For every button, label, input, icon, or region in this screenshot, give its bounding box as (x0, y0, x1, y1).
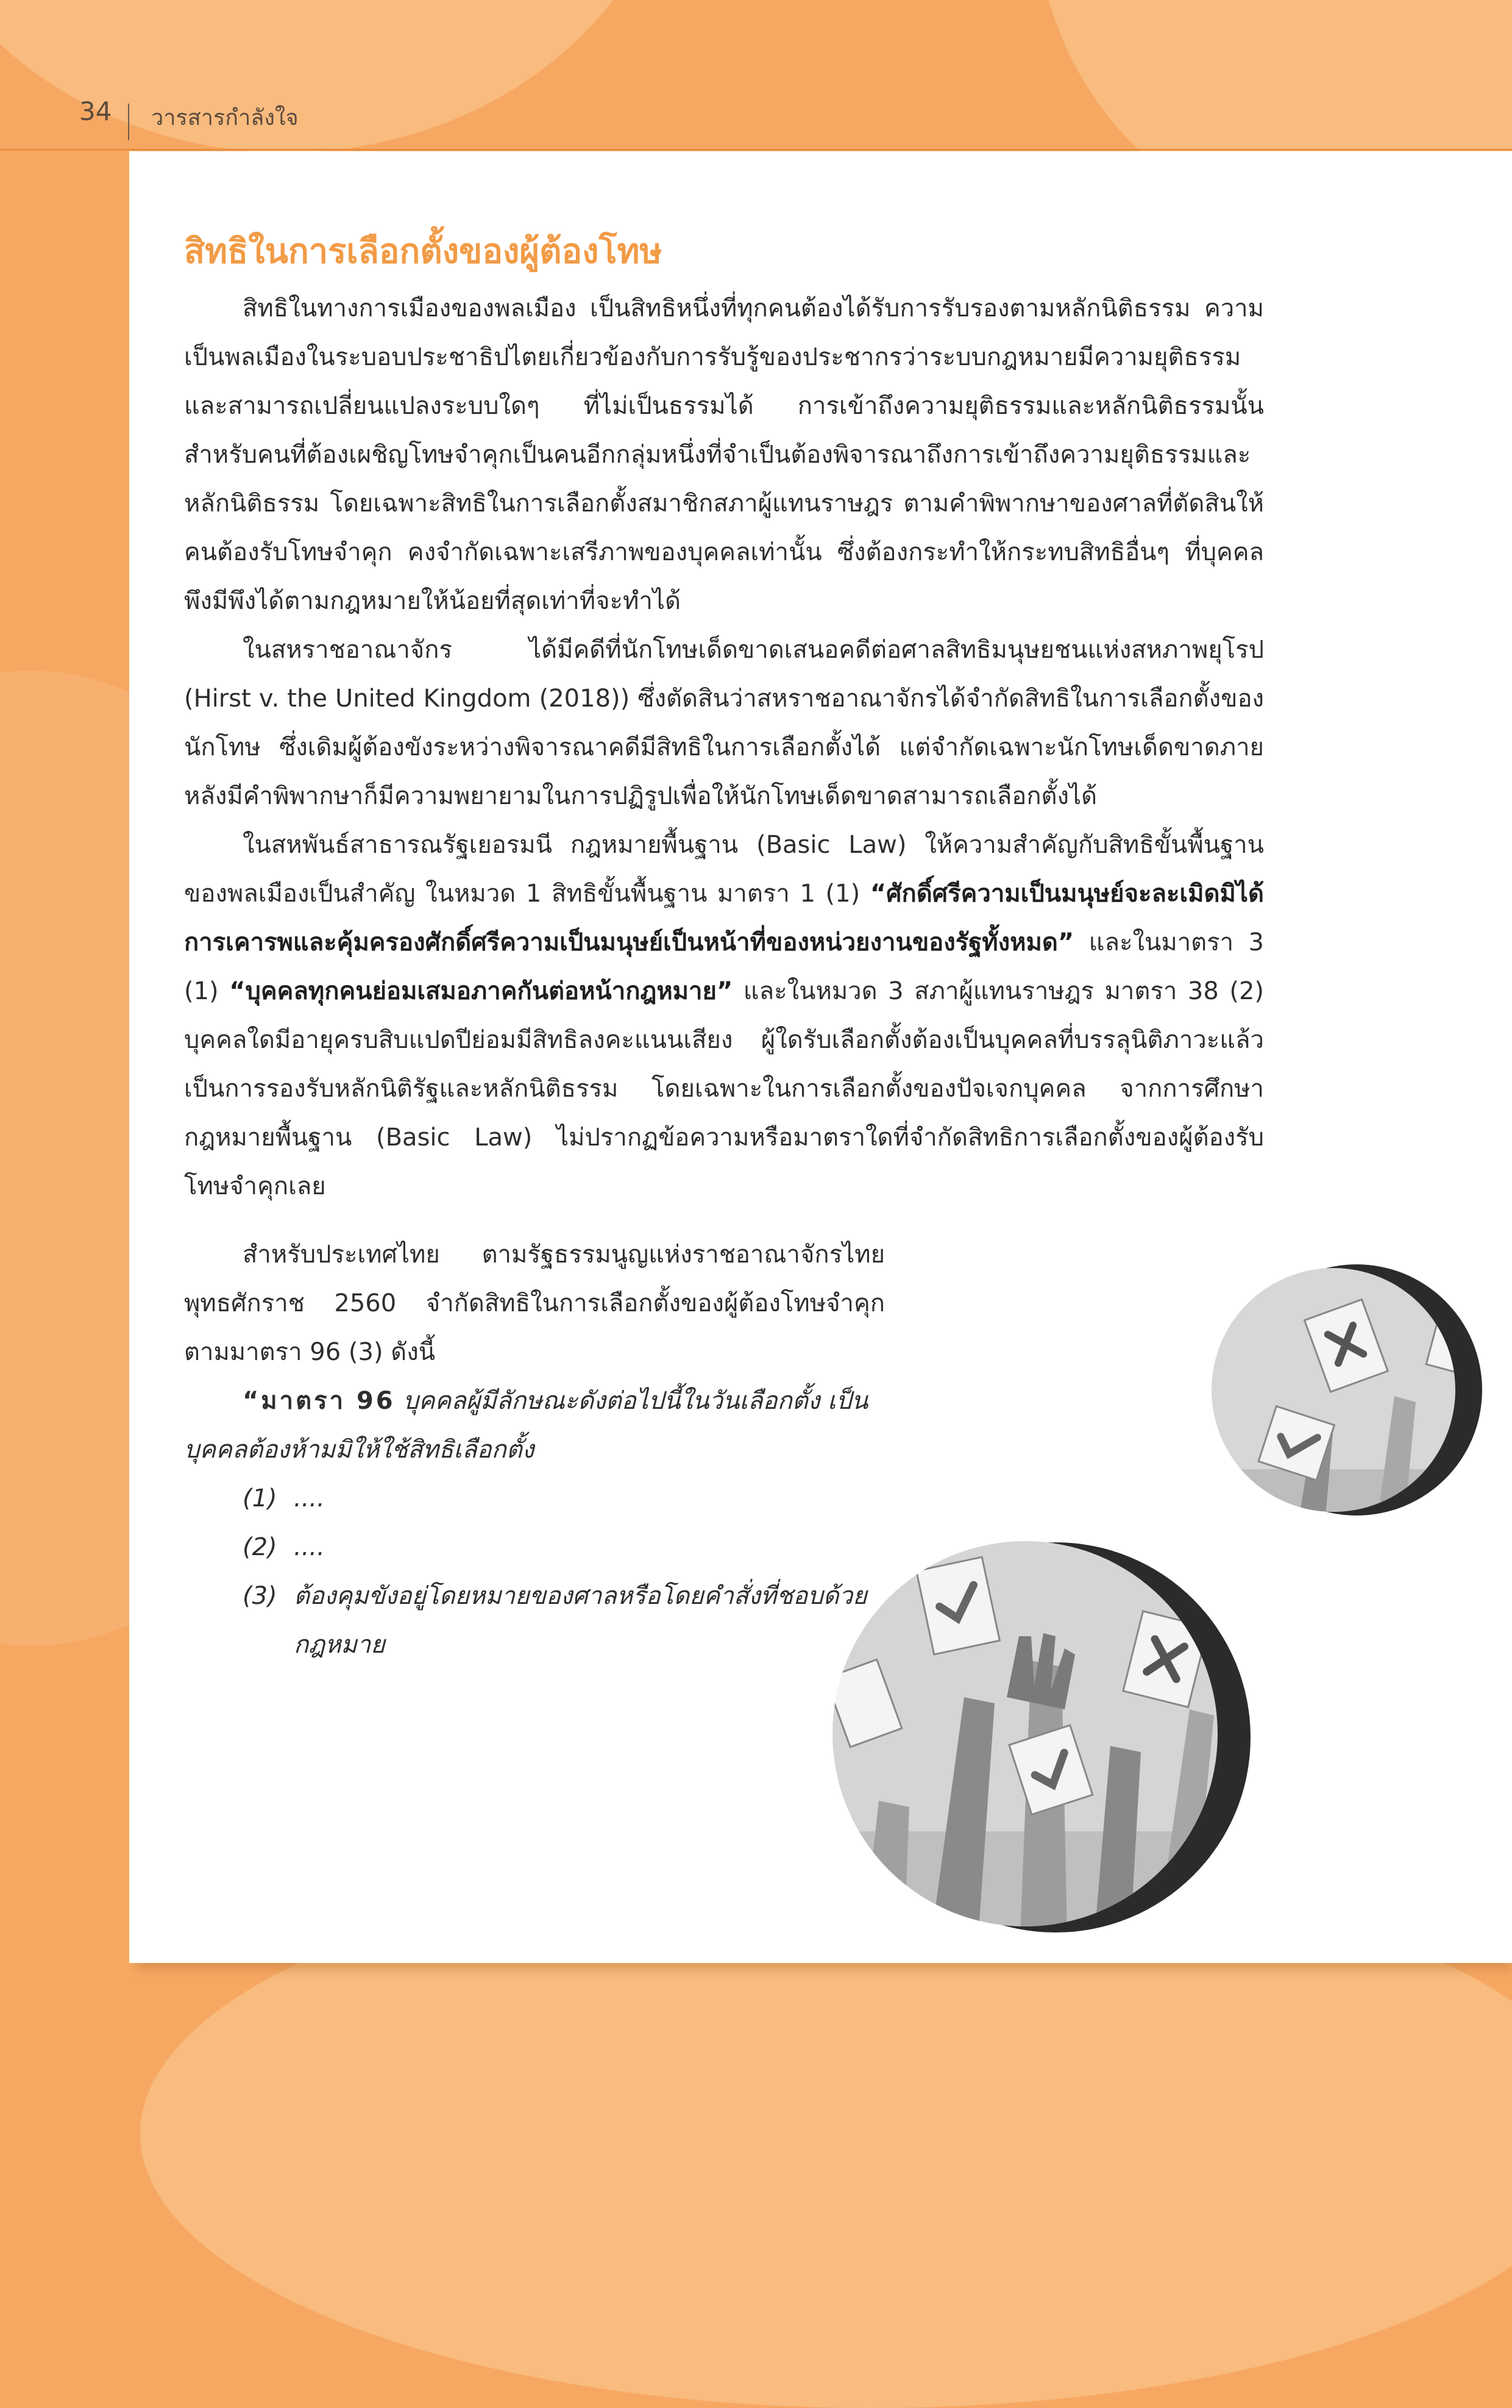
paragraph-2: ในสหราชอาณาจักร ได้มีคดีที่นักโทษเด็ดขาดเสนอคดีต่อศาลสิทธิมนุษยชนแห่งสหภาพยุโรป (Hirst v. the United Kingdom (2018)) ซึ่งตัดสินว่าสหราชอาณาจักรได้จำกัดสิทธิในการเลือกตั้งของนักโทษ ซึ่งเดิมผู้ต้องขังระหว่างพิจารณาคดีมีสิทธิในการเลือกตั้งได้ แต่จำกัดเฉพาะนักโทษเด็ดขาดภายหลังมีคำพิพากษาก็มีความพยายามในการปฏิรูปเพื่อให้นักโทษเด็ดขาดสามารถเลือกตั้งได้ (184, 636, 1264, 810)
quote-list-item (243, 1523, 885, 1572)
article-title: สิทธิในการเลือกตั้งของผู้ต้องโทษ (184, 232, 662, 271)
section-96-label: “มาตรา 96 (243, 1387, 396, 1415)
journal-name: วารสารกำลังใจ (151, 105, 299, 130)
paragraph-3-text: และในมาตรา 3 (1) (184, 928, 1264, 1005)
voting-illustration-small (1193, 1238, 1510, 1555)
item-number: (1) (243, 1484, 277, 1512)
paragraph-3-text: และในหมวด 3 สภาผู้แทนราษฎร มาตรา 38 (2) บุคคลใดมีอายุครบสิบแปดปีย่อมมีสิทธิลงคะแนนเสียง ผู้ใดรับเลือกตั้งต้องเป็นบุคคลที่บรรลุนิติภาวะแล้ว เป็นการรองรับหลักนิติรัฐและหลักนิติธรรม โดยเฉพาะในการเลือกตั้งของปัจเจกบุคคล จากการศึกษากฎหมายพื้นฐาน (Basic Law) ไม่ปรากฏข้อความหรือมาตราใดที่จำกัดสิทธิการเลือกตั้งของผู้ต้องรับโทษจำคุกเลย (184, 977, 1264, 1200)
quote-article-1: “ศักดิ์ศรีความเป็นมนุษย์จะละเมิดมิได้ การเคารพและคุ้มครองศักดิ์ศรีความเป็นมนุษย์เป็นหน้าที่ของหน่วยงานของรัฐทั้งหมด” (184, 880, 1264, 956)
paragraph-4: สำหรับประเทศไทย ตามรัฐธรรมนูญแห่งราชอาณาจักรไทย พุทธศักราช 2560 จำกัดสิทธิในการเลือกตั้งของผู้ต้องโทษจำคุก ตามมาตรา 96 (3) ดังนี้ (184, 1241, 885, 1366)
quote-article-3: “บุคคลทุกคนย่อมเสมอภาคกันต่อหน้ากฎหมาย” (229, 977, 733, 1005)
item-number: (3) (243, 1582, 277, 1610)
page-number: 34 (79, 96, 112, 126)
paragraph-3 (184, 821, 1264, 1211)
paragraph-1: สิทธิในทางการเมืองของพลเมือง เป็นสิทธิหนึ่งที่ทุกคนต้องได้รับการรับรองตามหลักนิติธรรม ความเป็นพลเมืองในระบอบประชาธิปไตยเกี่ยวข้องกับการรับรู้ของประชากรว่าระบบกฎหมายมีความยุติธรรมและสามารถเปลี่ยนแปลงระบบใดๆ ที่ไม่เป็นธรรมได้ การเข้าถึงความยุติธรรมและหลักนิติธรรมนั้น สำหรับคนที่ต้องเผชิญโทษจำคุกเป็นคนอีกกลุ่มหนึ่งที่จำเป็นต้องพิจารณาถึงการเข้าถึงความยุติธรรมและหลักนิติธรรม โดยเฉพาะสิทธิในการเลือกตั้งสมาชิกสภาผู้แทนราษฎร ตามคำพิพากษาของศาลที่ตัดสินให้คนต้องรับโทษจำคุก คงจำกัดเฉพาะเสรีภาพของบุคคลเท่านั้น ซึ่งต้องกระทำให้กระทบสิทธิอื่นๆ ที่บุคคลพึงมีพึงได้ตามกฎหมายให้น้อยที่สุดเท่าที่จะทำได้ (184, 294, 1264, 615)
item-text: .... (294, 1533, 325, 1561)
thailand-section (184, 1230, 885, 1669)
section-96-text: บุคคลผู้มีลักษณะดังต่อไปนี้ในวันเลือกตั้ง เป็นบุคคลต้องห้ามมิให้ใช้สิทธิเลือกตั้ง (184, 1387, 868, 1464)
item-text: .... (294, 1484, 325, 1512)
quote-list-item (243, 1474, 885, 1523)
header-rule (0, 149, 1512, 151)
quote-list-item (243, 1572, 885, 1669)
background-shape (0, 0, 683, 152)
section-96-quote (184, 1377, 885, 1474)
voting-illustration-large (824, 1514, 1263, 1965)
item-text: ต้องคุมขังอยู่โดยหมายของศาลหรือโดยคำสั่งที่ชอบด้วยกฎหมาย (294, 1582, 867, 1659)
header-divider (128, 104, 129, 140)
item-number: (2) (243, 1533, 277, 1561)
paragraph-3-text: ในสหพันธ์สาธารณรัฐเยอรมนี กฎหมายพื้นฐาน (Basic Law) ให้ความสำคัญกับสิทธิขั้นพื้นฐานของพลเมืองเป็นสำคัญ ในหมวด 1 สิทธิขั้นพื้นฐาน มาตรา 1 (1) (184, 831, 1264, 908)
article-body (184, 230, 1264, 1211)
